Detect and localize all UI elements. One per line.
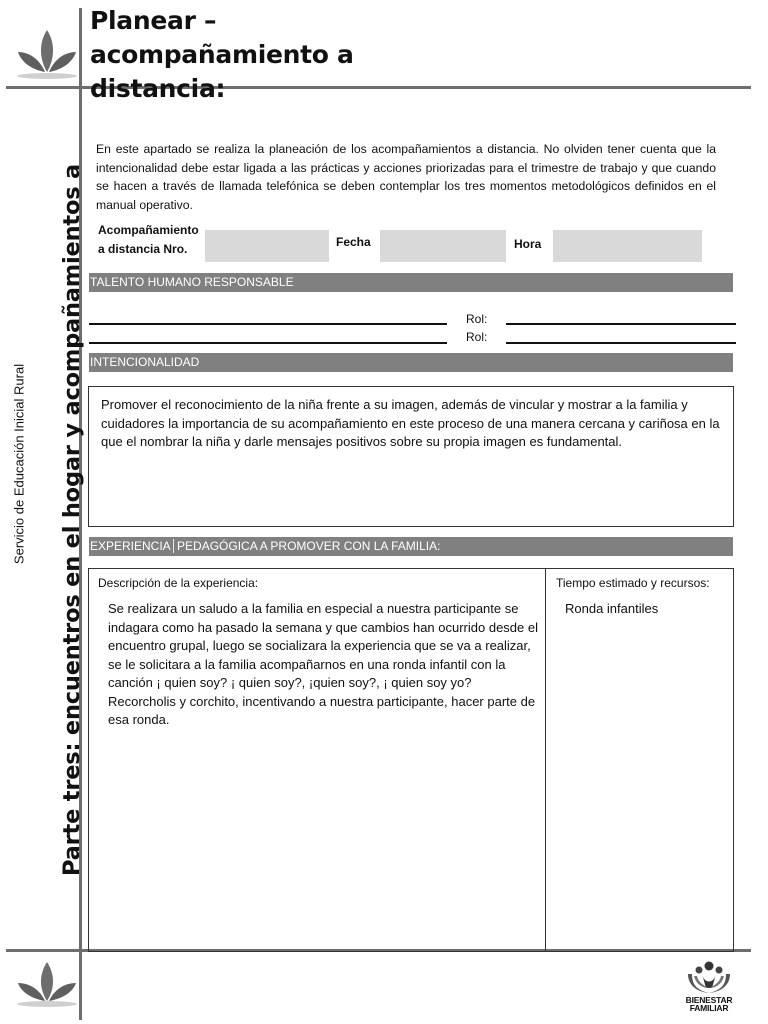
vertical-service-label: Servicio de Educación Inicial Rural: [11, 363, 27, 565]
talento-section-header: TALENTO HUMANO RESPONSABLE: [89, 273, 733, 292]
responsible-name-line-2[interactable]: [89, 342, 447, 344]
responsible-name-line-1[interactable]: [89, 323, 447, 325]
acompanamiento-number-field[interactable]: [205, 230, 329, 262]
tiempo-text: Ronda infantiles: [565, 601, 659, 616]
rol-label-1: Rol:: [466, 312, 488, 326]
vertical-section-title: Parte tres: encuentros en el hogar y acompañamientos a: [59, 163, 85, 877]
acompanamiento-label: Acompañamiento a distancia Nro.: [98, 223, 199, 256]
family-icon: [682, 960, 736, 996]
tiempo-label: Tiempo estimado y recursos:: [556, 576, 710, 590]
fecha-label: Fecha: [336, 235, 371, 249]
logo-text-line-1: BIENESTAR: [685, 995, 733, 1005]
leaf-ornament-top-icon: [14, 22, 80, 80]
intro-paragraph: En este apartado se realiza la planeación de los acompañamientos a distancia. No olviden tener cuenta que la intencionalidad debe estar ligada a las prácticas y acciones priorizadas para el trimestre de trabajo y que cuando se hacen a través de llamada telefónica se deben contemplar los tres momentos metodológicos definidos en el manual operativo.: [96, 142, 716, 212]
hora-label: Hora: [514, 237, 542, 251]
experiencia-column-divider: [545, 569, 546, 951]
intencionalidad-box: [88, 386, 734, 527]
rol-line-2[interactable]: [506, 342, 736, 344]
experiencia-section-header: [89, 537, 733, 556]
bienestar-familiar-logo: [682, 960, 736, 1016]
intencionalidad-text: Promover el reconocimiento de la niña frente a su imagen, además de vincular y mostrar a la familia y cuidadores la importancia de su acompañamiento en este proceso de una manera cercana y cariñosa en la que el nombrar la niña y darle mensajes positivos sobre su propia imagen es fundamental.: [101, 397, 720, 449]
rol-line-1[interactable]: [506, 323, 736, 325]
hora-field[interactable]: [553, 230, 702, 262]
experiencia-table: [88, 568, 734, 952]
intencionalidad-section-header: INTENCIONALIDAD: [89, 353, 733, 372]
leaf-ornament-bottom-icon: [14, 958, 80, 1008]
rol-label-2: Rol:: [466, 330, 488, 344]
page-title: Planear – acompañamiento a distancia:: [90, 6, 354, 103]
fecha-field[interactable]: [380, 230, 506, 262]
descripcion-label: Descripción de la experiencia:: [98, 576, 259, 590]
experiencia-header-part1: EXPERIENCIA: [90, 539, 174, 553]
descripcion-text: Se realizara un saludo a la familia en especial a nuestra participante se indagara como ha pasado la semana y que cambios han ocurrido desde el encuentro grupal, luego se socializara la experiencia que se va a realizar, se le solicitara a la familia acompañarnos en una ronda infantil con la canción ¡ quien soy? ¡ quien soy?, ¡quien soy?, ¡ quien soy yo? Recorcholis y corchito, incentivando a nuestra participante, hacer parte de esa ronda.: [108, 601, 538, 727]
experiencia-header-part2: PEDAGÓGICA A PROMOVER CON LA FAMILIA:: [177, 539, 441, 553]
logo-text-line-2: FAMILIAR: [689, 1003, 729, 1013]
